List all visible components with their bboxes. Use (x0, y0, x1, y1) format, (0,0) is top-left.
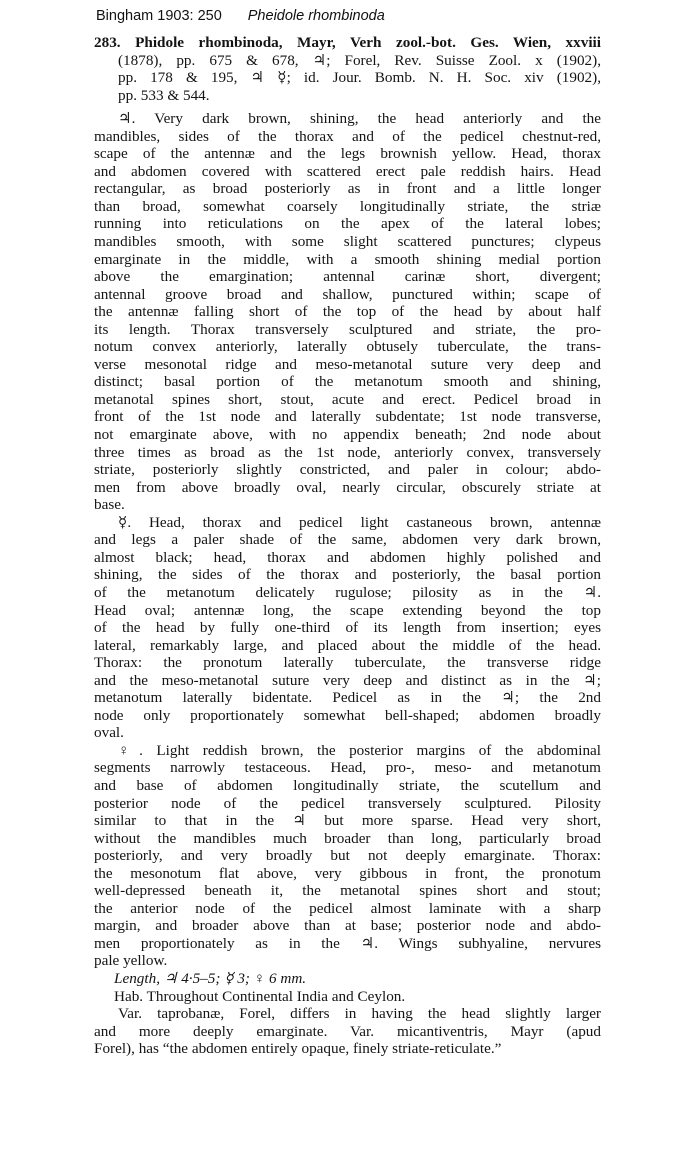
text-line: margin, and broader above than at base; posterior node and abdo- (94, 917, 601, 935)
habitat-line: Hab. Throughout Continental India and Ceylon. (114, 987, 406, 1005)
text-line: without the mandibles much broader than long, particularly broad (94, 829, 601, 847)
text-line: antennal groove broad and shallow, punctured within; scape of (94, 285, 601, 303)
text-line: lateral, remarkably large, and placed about the middle of the head. (94, 636, 601, 654)
text-line: and legs a paler shade of the same, abdomen very dark brown, (94, 531, 601, 549)
length-line: Length, ♃ 4·5–5; ☿ 3; ♀ 6 mm. (114, 969, 307, 987)
text-line: and base of abdomen longitudinally striate, the scutellum and (94, 776, 601, 794)
text-line: distinct; basal portion of the metanotum smooth and shining, (94, 373, 601, 391)
text-line: mandibles smooth, with some slight scattered punctures; clypeus (94, 233, 601, 251)
text-line: posteriorly, and very broadly but not deeply emarginate. Thorax: (94, 847, 601, 865)
text-line: notum convex anteriorly, laterally obtusely tuberculate, the trans- (94, 338, 601, 356)
text-line: Thorax: the pronotum laterally tuberculate, the transverse ridge (94, 654, 601, 672)
text-line: pale yellow. (94, 952, 168, 970)
text-line: striate, posteriorly slightly constricted, and paler in colour; abdo- (94, 461, 601, 479)
text-line: almost black; head, thorax and abdomen highly polished and (94, 548, 601, 566)
text-line: posterior node of the pedicel transversely sculptured. Pilosity (94, 794, 601, 812)
text-line: above the emargination; antennal carinæ short, divergent; (94, 268, 601, 286)
text-line: metanotum laterally bidentate. Pedicel as in the ♃; the 2nd (94, 689, 601, 707)
citation-line: 283. Phidole rhombinoda, Mayr, Verh zool.-bot. Ges. Wien, xxviii (94, 34, 601, 51)
text-line: metanotal spines short, stout, acute and erect. Pedicel broad in (94, 390, 601, 408)
text-line: ♀. Light reddish brown, the posterior margins of the abdominal (118, 741, 601, 759)
header-taxon: Pheidole rhombinoda (247, 8, 385, 24)
text-line: of the head by fully one-third of its length from insertion; eyes (94, 619, 601, 637)
text-line: and the meso-metanotal suture very deep and distinct as in the ♃; (94, 671, 601, 689)
text-line: its length. Thorax transversely sculptured and striate, the pro- (94, 320, 601, 338)
citation-line: pp. 533 & 544. (118, 86, 210, 104)
citation-line: (1878), pp. 675 & 678, ♃; Forel, Rev. Suisse Zool. x (1902), (118, 51, 601, 69)
text-line: running into reticulations on the apex of the lateral lobes; (94, 215, 601, 233)
text-line: than broad, somewhat coarsely longitudinally striate, the striæ (94, 197, 601, 215)
text-line: Head oval; antennæ long, the scape extending beyond the top (94, 601, 601, 619)
text-line: and abdomen covered with scattered erect pale reddish hairs. Head (94, 162, 601, 180)
text-line: men from above broadly oval, nearly circular, obscurely striate at (94, 478, 601, 496)
text-line: base. (94, 496, 125, 514)
text-line: oval. (94, 724, 124, 742)
species-description (94, 34, 601, 1058)
text-line: ☿. Head, thorax and pedicel light castaneous brown, antennæ (118, 513, 601, 531)
text-line: emarginate in the middle, with a smooth shining medial portion (94, 250, 601, 268)
text-line: not emarginate above, with no appendix beneath; 2nd node about (94, 426, 601, 444)
text-line: men proportionately as in the ♃. Wings subhyaline, nervures (94, 934, 601, 952)
text-line: shining, the sides of the thorax and posteriorly, the basal portion (94, 566, 601, 584)
text-line: the anterior node of the pedicel almost laminate with a sharp (94, 899, 601, 917)
variety-line: and more deeply emarginate. Var. micantiventris, Mayr (apud (94, 1022, 601, 1040)
text-line: three times as broad as the 1st node, anteriorly convex, transversely (94, 443, 601, 461)
variety-line: Var. taprobanæ, Forel, differs in having the head slightly larger (118, 1005, 601, 1023)
text-line: segments narrowly testaceous. Head, pro-, meso- and metanotum (94, 759, 601, 777)
text-line: mandibles, sides of the thorax and of the pedicel chestnut-red, (94, 127, 601, 145)
text-line: similar to that in the ♃ but more sparse. Head very short, (94, 812, 601, 830)
text-line: node only proportionately somewhat bell-shaped; abdomen broadly (94, 706, 601, 724)
running-header (96, 8, 385, 24)
header-citation: Bingham 1903: 250 (96, 8, 222, 24)
text-line: ♃. Very dark brown, shining, the head anteriorly and the (118, 110, 601, 128)
variety-line: Forel), has “the abdomen entirely opaque, finely striate-reticulate.” (94, 1040, 502, 1058)
text-line: well-depressed beneath it, the metanotal spines short and stout; (94, 882, 601, 900)
text-line: the antennæ falling short of the top of the head by about half (94, 303, 601, 321)
text-line: of the metanotum delicately rugulose; pilosity as in the ♃. (94, 583, 601, 601)
text-line: the mesonotum flat above, very gibbous in front, the pronotum (94, 864, 601, 882)
text-line: front of the 1st node and laterally subdentate; 1st node transverse, (94, 408, 601, 426)
text-line: verse mesonotal ridge and meso-metanotal suture very deep and (94, 355, 601, 373)
text-line: scape of the antennæ and the legs brownish yellow. Head, thorax (94, 145, 601, 163)
text-line: rectangular, as broad posteriorly as in front and a little longer (94, 180, 601, 198)
citation-line: pp. 178 & 195, ♃ ☿; id. Jour. Bomb. N. H. Soc. xiv (1902), (118, 69, 601, 87)
